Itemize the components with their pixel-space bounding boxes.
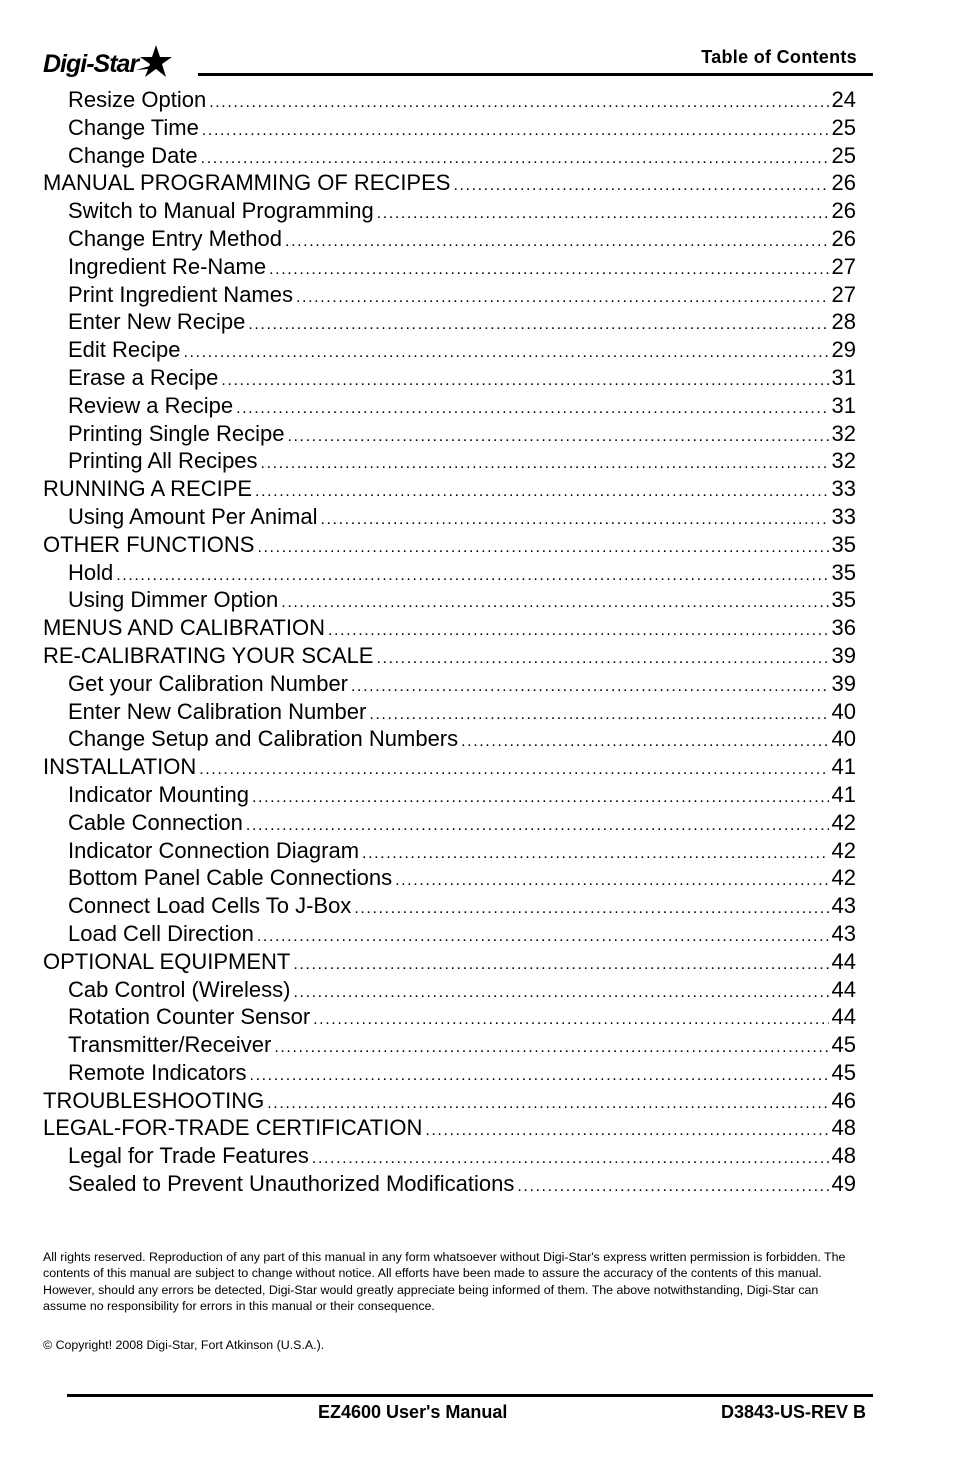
- toc-subsection[interactable]: [43, 670, 856, 698]
- toc-dot-leader: [199, 756, 828, 781]
- toc-subsection[interactable]: [43, 586, 856, 614]
- toc-dot-leader: [287, 423, 828, 448]
- toc-dot-leader: [267, 1090, 828, 1115]
- toc-entry-title: INSTALLATION: [43, 754, 197, 780]
- toc-page-number: 35: [831, 587, 856, 613]
- toc-dot-leader: [320, 506, 828, 531]
- toc-dot-leader: [255, 478, 828, 503]
- toc-subsection[interactable]: [43, 225, 856, 253]
- toc-subsection[interactable]: [43, 892, 856, 920]
- toc-subsection[interactable]: [43, 837, 856, 865]
- toc-page-number: 26: [831, 170, 856, 196]
- toc-page-number: 32: [831, 420, 856, 446]
- toc-entry-title: Printing Single Recipe: [68, 420, 285, 446]
- header-title: Table of Contents: [701, 47, 857, 67]
- toc-entry-title: Enter New Recipe: [68, 309, 246, 335]
- toc-page-number: 32: [831, 448, 856, 474]
- toc-entry-title: Print Ingredient Names: [68, 281, 293, 307]
- toc-dot-leader: [285, 228, 828, 253]
- toc-subsection[interactable]: [43, 809, 856, 837]
- toc-subsection[interactable]: [43, 1031, 856, 1059]
- toc-page-number: 29: [831, 337, 856, 363]
- toc-dot-leader: [281, 589, 828, 614]
- toc-dot-leader: [294, 979, 829, 1004]
- toc-subsection[interactable]: [43, 725, 856, 753]
- toc-dot-leader: [517, 1173, 828, 1198]
- toc-dot-leader: [395, 867, 828, 892]
- toc-entry-title: Hold: [68, 559, 114, 585]
- toc-page-number: 33: [831, 476, 856, 502]
- toc-page-number: 39: [831, 642, 856, 668]
- toc-dot-leader: [354, 895, 828, 920]
- toc-page-number: 39: [831, 670, 856, 696]
- toc-section[interactable]: [43, 531, 856, 559]
- star-icon: [136, 44, 172, 78]
- toc-subsection[interactable]: [43, 197, 856, 225]
- toc-page-number: 49: [831, 1171, 856, 1197]
- toc-section[interactable]: [43, 475, 856, 503]
- toc-subsection[interactable]: [43, 976, 856, 1004]
- toc-subsection[interactable]: [43, 336, 856, 364]
- toc-page-number: 28: [831, 309, 856, 335]
- page-header: [43, 40, 873, 80]
- toc-dot-leader: [328, 617, 829, 642]
- toc-page-number: 26: [831, 225, 856, 251]
- toc-entry-title: Change Setup and Calibration Numbers: [68, 726, 459, 752]
- toc-dot-leader: [369, 701, 828, 726]
- toc-dot-leader: [250, 1062, 829, 1087]
- toc-subsection[interactable]: [43, 1003, 856, 1031]
- toc-page-number: 31: [831, 364, 856, 390]
- toc-entry-title: LEGAL-FOR-TRADE CERTIFICATION: [43, 1115, 423, 1141]
- toc-dot-leader: [257, 923, 829, 948]
- toc-entry-title: Switch to Manual Programming: [68, 198, 374, 224]
- table-of-contents: [43, 86, 856, 1198]
- toc-page-number: 24: [831, 87, 856, 112]
- toc-entry-title: Connect Load Cells To J-Box: [68, 893, 352, 919]
- toc-dot-leader: [293, 951, 828, 976]
- toc-subsection[interactable]: [43, 1170, 856, 1198]
- toc-dot-leader: [248, 311, 828, 336]
- toc-entry-title: RUNNING A RECIPE: [43, 476, 253, 502]
- toc-dot-leader: [362, 840, 828, 865]
- toc-page-number: 36: [831, 615, 856, 641]
- toc-entry-title: Printing All Recipes: [68, 448, 258, 474]
- toc-entry-title: OPTIONAL EQUIPMENT: [43, 948, 291, 974]
- footer-doc-number: D3843-US-REV B: [720, 1402, 866, 1422]
- toc-entry-title: MANUAL PROGRAMMING OF RECIPES: [43, 170, 451, 196]
- legal-notice: All rights reserved. Reproduction of any part of this manual in any form whatsoever without Digi-Star's express written permission is forbidden. The contents of this manual are subject to change without notice. All efforts have been made to assure the accuracy of the contents of this manual. However, should any errors be detected, Digi-Star would greatly appreciate being informed of them. The above notwithstanding, Digi-Star can assume no responsibility for errors in this manual or their consequence.: [43, 1250, 846, 1314]
- toc-entry-title: Enter New Calibration Number: [68, 698, 367, 724]
- toc-entry-title: Cab Control (Wireless): [68, 976, 291, 1002]
- toc-page-number: 40: [831, 698, 856, 724]
- toc-dot-leader: [184, 339, 829, 364]
- toc-entry-title: Rotation Counter Sensor: [68, 1004, 311, 1030]
- toc-dot-leader: [252, 784, 829, 809]
- copyright-notice: © Copyright! 2008 Digi-Star, Fort Atkinson (U.S.A.).: [43, 1338, 325, 1352]
- toc-page-number: 35: [831, 531, 856, 557]
- toc-subsection[interactable]: [43, 698, 856, 726]
- toc-dot-leader: [209, 89, 828, 114]
- toc-page-number: 42: [831, 865, 856, 891]
- toc-subsection[interactable]: [43, 281, 856, 309]
- toc-dot-leader: [425, 1117, 828, 1142]
- toc-subsection[interactable]: [43, 1142, 856, 1170]
- toc-section[interactable]: [43, 642, 856, 670]
- toc-subsection[interactable]: [43, 114, 856, 142]
- toc-dot-leader: [116, 562, 828, 587]
- toc-entry-title: Load Cell Direction: [68, 920, 254, 946]
- toc-subsection[interactable]: [43, 308, 856, 336]
- toc-page-number: 43: [831, 920, 856, 946]
- toc-page-number: 43: [831, 893, 856, 919]
- footer-rule: [67, 1394, 873, 1397]
- toc-subsection[interactable]: [43, 253, 856, 281]
- toc-dot-leader: [246, 812, 829, 837]
- toc-page-number: 45: [831, 1032, 856, 1058]
- toc-entry-title: Change Time: [68, 114, 199, 140]
- toc-entry-title: Using Dimmer Option: [68, 587, 279, 613]
- toc-page-number: 35: [831, 559, 856, 585]
- toc-entry-title: RE-CALIBRATING YOUR SCALE: [43, 642, 374, 668]
- toc-entry-title: Get your Calibration Number: [68, 670, 349, 696]
- toc-section[interactable]: [43, 948, 856, 976]
- toc-subsection[interactable]: [43, 559, 856, 587]
- toc-dot-leader: [274, 1034, 828, 1059]
- toc-entry-title: Ingredient Re-Name: [68, 253, 267, 279]
- toc-dot-leader: [351, 673, 829, 698]
- toc-page-number: 46: [831, 1087, 856, 1113]
- header-rule: [198, 73, 873, 76]
- toc-dot-leader: [257, 534, 828, 559]
- toc-subsection[interactable]: [43, 1059, 856, 1087]
- footer-manual-title: EZ4600 User's Manual: [318, 1402, 508, 1422]
- toc-dot-leader: [461, 728, 828, 753]
- toc-dot-leader: [261, 450, 829, 475]
- toc-section[interactable]: [43, 169, 856, 197]
- toc-page-number: 25: [831, 142, 856, 168]
- toc-page-number: 42: [831, 837, 856, 863]
- toc-entry-title: Transmitter/Receiver: [68, 1032, 272, 1058]
- toc-page-number: 41: [831, 754, 856, 780]
- toc-page-number: 41: [831, 781, 856, 807]
- toc-subsection[interactable]: [43, 447, 856, 475]
- toc-subsection[interactable]: [43, 864, 856, 892]
- toc-entry-title: Indicator Mounting: [68, 781, 249, 807]
- toc-dot-leader: [269, 256, 828, 281]
- toc-dot-leader: [377, 200, 829, 225]
- logo-text: Digi-Star: [43, 50, 139, 78]
- toc-dot-leader: [201, 145, 829, 170]
- toc-entry-title: Edit Recipe: [68, 337, 181, 363]
- toc-page-number: 27: [831, 253, 856, 279]
- toc-subsection[interactable]: [43, 142, 856, 170]
- toc-page-number: 45: [831, 1059, 856, 1085]
- toc-dot-leader: [312, 1145, 829, 1170]
- toc-entry-title: Resize Option: [68, 87, 207, 112]
- toc-entry-title: Erase a Recipe: [68, 364, 219, 390]
- toc-entry-title: Sealed to Prevent Unauthorized Modifications: [68, 1171, 515, 1197]
- toc-entry-title: Change Date: [68, 142, 198, 168]
- toc-subsection[interactable]: [43, 420, 856, 448]
- toc-dot-leader: [376, 645, 828, 670]
- toc-page-number: 48: [831, 1115, 856, 1141]
- toc-entry-title: Remote Indicators: [68, 1059, 247, 1085]
- toc-entry-title: Indicator Connection Diagram: [68, 837, 360, 863]
- toc-page-number: 44: [831, 948, 856, 974]
- toc-section[interactable]: [43, 753, 856, 781]
- toc-subsection[interactable]: [43, 364, 856, 392]
- toc-page-number: 42: [831, 809, 856, 835]
- toc-subsection[interactable]: [43, 503, 856, 531]
- toc-entry-title: Bottom Panel Cable Connections: [68, 865, 393, 891]
- toc-dot-leader: [221, 367, 828, 392]
- toc-entry-title: MENUS AND CALIBRATION: [43, 615, 325, 641]
- toc-subsection[interactable]: [43, 781, 856, 809]
- toc-dot-leader: [236, 395, 828, 420]
- toc-section[interactable]: [43, 614, 856, 642]
- toc-entry-title: TROUBLESHOOTING: [43, 1087, 265, 1113]
- toc-page-number: 44: [831, 1004, 856, 1030]
- toc-page-number: 31: [831, 392, 856, 418]
- toc-entry-title: Review a Recipe: [68, 392, 234, 418]
- toc-entry-title: Change Entry Method: [68, 225, 283, 251]
- toc-page-number: 48: [831, 1143, 856, 1169]
- toc-page-number: 25: [831, 114, 856, 140]
- toc-dot-leader: [296, 284, 829, 309]
- toc-entry-title: Cable Connection: [68, 809, 243, 835]
- toc-dot-leader: [313, 1006, 828, 1031]
- toc-subsection[interactable]: [43, 920, 856, 948]
- toc-entry-title: Using Amount Per Animal: [68, 503, 318, 529]
- toc-subsection[interactable]: [43, 86, 856, 114]
- toc-dot-leader: [202, 117, 829, 142]
- toc-subsection[interactable]: [43, 392, 856, 420]
- toc-dot-leader: [453, 172, 828, 197]
- toc-page-number: 44: [831, 976, 856, 1002]
- toc-page-number: 26: [831, 198, 856, 224]
- toc-entry-title: OTHER FUNCTIONS: [43, 531, 255, 557]
- toc-page-number: 33: [831, 503, 856, 529]
- toc-section[interactable]: [43, 1114, 856, 1142]
- toc-section[interactable]: [43, 1087, 856, 1115]
- toc-page-number: 27: [831, 281, 856, 307]
- digi-star-logo: [43, 44, 172, 78]
- toc-entry-title: Legal for Trade Features: [68, 1143, 309, 1169]
- toc-page-number: 40: [831, 726, 856, 752]
